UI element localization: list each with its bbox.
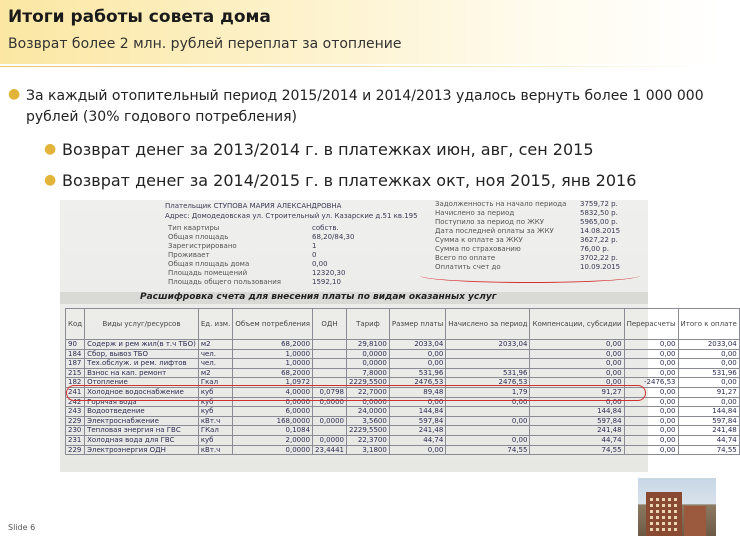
bullet-sub-2: Возврат денег за 2014/2015 г. в платежках окт, ноя 2015, янв 2016 xyxy=(62,171,637,190)
table-cell: 0,00 xyxy=(530,340,624,350)
column-header: Начислено за период xyxy=(446,309,530,340)
table-cell: 74,55 xyxy=(446,445,530,455)
table-cell xyxy=(446,359,530,369)
window-shape xyxy=(662,498,665,501)
table-cell: 3,5600 xyxy=(346,416,389,426)
window-shape xyxy=(662,522,665,525)
table-cell: 0,00 xyxy=(624,349,678,359)
table-cell: 2229,5500 xyxy=(346,426,389,436)
table-cell: 0,00 xyxy=(624,368,678,378)
column-header: Тариф xyxy=(346,309,389,340)
table-cell: 182 xyxy=(66,378,85,388)
window-shape xyxy=(650,504,653,507)
right-info-label: Всего по оплате xyxy=(435,254,496,262)
window-shape xyxy=(650,498,653,501)
table-cell: чел. xyxy=(198,359,233,369)
left-info-value: 0,00 xyxy=(312,260,328,268)
window-shape xyxy=(656,498,659,501)
table-cell: 1,0000 xyxy=(233,359,313,369)
window-shape xyxy=(662,504,665,507)
window-shape xyxy=(668,498,671,501)
column-header: Код xyxy=(66,309,85,340)
slide-number: Slide 6 xyxy=(8,523,36,532)
table-cell: 0,0000 xyxy=(313,435,347,445)
left-info-value: 0 xyxy=(312,251,317,259)
window-shape xyxy=(656,522,659,525)
table-cell: Электроэнергия ОДН xyxy=(85,445,199,455)
right-info-label: Дата последней оплаты за ЖКУ xyxy=(435,227,554,235)
window-shape xyxy=(650,516,653,519)
table-cell: 144,84 xyxy=(678,407,739,417)
table-cell: 0,00 xyxy=(446,416,530,426)
bullet-sub-1: Возврат денег за 2013/2014 г. в платежках июн, авг, сен 2015 xyxy=(62,140,594,159)
column-header: Объем потребления xyxy=(233,309,313,340)
table-cell: м2 xyxy=(198,368,233,378)
table-cell xyxy=(313,426,347,436)
table-cell: 241,48 xyxy=(530,426,624,436)
table-cell: 187 xyxy=(66,359,85,369)
table-cell: Холодная вода для ГВС xyxy=(85,435,199,445)
table-cell: 0,0000 xyxy=(233,397,313,407)
table-cell: 0,00 xyxy=(530,397,624,407)
left-info-label: Общая площадь дома xyxy=(168,260,250,268)
table-cell: 241,48 xyxy=(389,426,445,436)
table-cell: 184 xyxy=(66,349,85,359)
table-row xyxy=(66,349,740,359)
left-info-label: Общая площадь xyxy=(168,233,229,241)
table-cell: 74,55 xyxy=(530,445,624,455)
table-cell: 2033,04 xyxy=(389,340,445,350)
highlight-underline xyxy=(420,268,640,283)
window-shape xyxy=(674,528,677,531)
window-shape xyxy=(668,516,671,519)
table-cell: 7,8000 xyxy=(346,368,389,378)
table-cell: куб xyxy=(198,397,233,407)
table-cell: 229 xyxy=(66,416,85,426)
table-cell: Холодное водоснабжение xyxy=(85,387,199,397)
table-cell: 74,55 xyxy=(678,445,739,455)
left-info-value: 12320,30 xyxy=(312,269,346,277)
table-cell: 68,2000 xyxy=(233,340,313,350)
right-info-label: Задолженность на начало периода xyxy=(435,200,567,208)
window-shape xyxy=(662,528,665,531)
table-cell: 0,00 xyxy=(446,435,530,445)
table-cell: 0,00 xyxy=(624,387,678,397)
table-cell: 531,96 xyxy=(446,368,530,378)
table-cell: 0,00 xyxy=(624,416,678,426)
table-cell: 242 xyxy=(66,397,85,407)
table-cell: 243 xyxy=(66,407,85,417)
column-header: ОДН xyxy=(313,309,347,340)
window-shape xyxy=(650,528,653,531)
table-cell: 0,00 xyxy=(624,426,678,436)
table-cell: 68,2000 xyxy=(233,368,313,378)
table-cell: 2476,53 xyxy=(446,378,530,388)
table-cell: 597,84 xyxy=(389,416,445,426)
table-cell: 597,84 xyxy=(678,416,739,426)
table-cell: 0,00 xyxy=(446,397,530,407)
table-cell: 0,0000 xyxy=(346,359,389,369)
table-row xyxy=(66,435,740,445)
table-cell: 0,00 xyxy=(530,349,624,359)
table-cell: 1,0972 xyxy=(233,378,313,388)
table-cell: 0,00 xyxy=(530,378,624,388)
table-cell: 241,48 xyxy=(678,426,739,436)
table-cell: Тех.обслуж. и рем. лифтов xyxy=(85,359,199,369)
window-shape xyxy=(656,528,659,531)
table-cell: Водоотведение xyxy=(85,407,199,417)
table-cell: Взнос на кап. ремонт xyxy=(85,368,199,378)
table-cell: 0,00 xyxy=(530,368,624,378)
column-header: Перерасчеты xyxy=(624,309,678,340)
table-cell: 44,74 xyxy=(678,435,739,445)
table-cell: 22,3700 xyxy=(346,435,389,445)
table-cell: 6,0000 xyxy=(233,407,313,417)
table-cell: 0,0000 xyxy=(313,416,347,426)
window-shape xyxy=(656,516,659,519)
right-info-value: 14.08.2015 xyxy=(580,227,621,235)
table-header-row xyxy=(66,309,740,340)
table-cell: 0,00 xyxy=(389,349,445,359)
left-info-label: Проживает xyxy=(168,251,210,259)
table-cell: 3,1800 xyxy=(346,445,389,455)
table-cell: 144,84 xyxy=(530,407,624,417)
window-shape xyxy=(674,498,677,501)
left-info-value: 1 xyxy=(312,242,317,250)
window-shape xyxy=(674,522,677,525)
right-info-value: 3759,72 р. xyxy=(580,200,618,208)
table-row xyxy=(66,426,740,436)
table-cell: 0,0000 xyxy=(233,445,313,455)
window-shape xyxy=(668,522,671,525)
table-cell: 230 xyxy=(66,426,85,436)
right-info-label: Поступило за период по ЖКУ xyxy=(435,218,545,226)
building-shape xyxy=(684,506,706,536)
table-cell xyxy=(446,426,530,436)
table-cell: 0,1084 xyxy=(233,426,313,436)
table-row xyxy=(66,445,740,455)
table-cell: 2033,04 xyxy=(446,340,530,350)
table-cell: куб xyxy=(198,387,233,397)
table-cell: 0,00 xyxy=(678,397,739,407)
header-divider xyxy=(0,66,720,67)
table-cell: кВт.ч xyxy=(198,416,233,426)
left-info-value: собств. xyxy=(312,224,339,232)
table-cell: 144,84 xyxy=(389,407,445,417)
section-title: Расшифровка счета для внесения платы по видам оказанных услуг xyxy=(140,292,497,302)
table-cell: 23,4441 xyxy=(313,445,347,455)
table-cell: 0,00 xyxy=(624,407,678,417)
table-cell: м2 xyxy=(198,340,233,350)
table-cell: 91,27 xyxy=(530,387,624,397)
right-info-value: 5965,00 р. xyxy=(580,218,618,226)
bullet-dot-icon: ● xyxy=(44,141,57,157)
bullet-dot-icon: ● xyxy=(44,172,57,188)
window-shape xyxy=(668,504,671,507)
building-photo xyxy=(638,478,716,536)
table-cell: 2229,5500 xyxy=(346,378,389,388)
table-cell: 531,96 xyxy=(678,368,739,378)
table-cell: 4,0000 xyxy=(233,387,313,397)
left-info-label: Зарегистрировано xyxy=(168,242,237,250)
table-cell: Электроснабжение xyxy=(85,416,199,426)
table-cell: 0,0000 xyxy=(346,397,389,407)
table-cell: 531,96 xyxy=(389,368,445,378)
table-cell xyxy=(313,407,347,417)
table-cell: Содерж и рем жил(в т.ч ТБО) xyxy=(85,340,199,350)
receipt-payer: Плательщик СТУПОВА МАРИЯ АЛЕКСАНДРОВНА xyxy=(165,202,342,210)
left-info-label: Площадь помещений xyxy=(168,269,248,277)
window-shape xyxy=(668,528,671,531)
window-shape xyxy=(656,504,659,507)
window-shape xyxy=(668,510,671,513)
table-cell: 29,8100 xyxy=(346,340,389,350)
table-cell xyxy=(313,368,347,378)
left-info-label: Площадь общего пользования xyxy=(168,278,281,286)
column-header: Ед. изм. xyxy=(198,309,233,340)
table-cell: 0,00 xyxy=(678,378,739,388)
table-row xyxy=(66,368,740,378)
table-cell xyxy=(446,349,530,359)
page-title: Итоги работы совета дома xyxy=(8,7,271,27)
bullet-dot-icon: ● xyxy=(8,86,21,102)
table-cell: 0,00 xyxy=(624,397,678,407)
services-table xyxy=(65,308,740,455)
table-cell: 0,00 xyxy=(624,435,678,445)
table-cell: 229 xyxy=(66,445,85,455)
table-cell: куб xyxy=(198,435,233,445)
table-cell: 2033,04 xyxy=(678,340,739,350)
right-info-value: 3702,22 р. xyxy=(580,254,618,262)
right-info-label: Оплатить счет до xyxy=(435,263,501,271)
column-header: Компенсации, субсидии xyxy=(530,309,624,340)
table-cell: Горячая вода xyxy=(85,397,199,407)
table-cell: 2476,53 xyxy=(389,378,445,388)
column-header: Виды услуг/ресурсов xyxy=(85,309,199,340)
table-cell: 1,79 xyxy=(446,387,530,397)
right-info-label: Начислено за период xyxy=(435,209,515,217)
bullet-main: За каждый отопительный период 2015/2014 и 2014/2013 удалось вернуть более 1 000 000 рублей (30% годового потребления) xyxy=(26,88,704,125)
table-cell: 90 xyxy=(66,340,85,350)
table-cell: 1,0000 xyxy=(233,349,313,359)
table-cell: 0,00 xyxy=(624,445,678,455)
table-cell xyxy=(446,407,530,417)
table-cell: 0,00 xyxy=(389,359,445,369)
table-cell: 0,00 xyxy=(678,349,739,359)
table-cell: Отопление xyxy=(85,378,199,388)
window-shape xyxy=(674,504,677,507)
table-cell: 215 xyxy=(66,368,85,378)
window-shape xyxy=(662,510,665,513)
table-cell: 0,0798 xyxy=(313,387,347,397)
left-info-value: 1592,10 xyxy=(312,278,341,286)
column-header: Размер платы xyxy=(389,309,445,340)
table-row xyxy=(66,340,740,350)
right-info-value: 3627,22 р. xyxy=(580,236,618,244)
table-cell: кВт.ч xyxy=(198,445,233,455)
window-shape xyxy=(674,516,677,519)
table-row xyxy=(66,407,740,417)
highlight-oval xyxy=(66,385,646,401)
right-info-value: 10.09.2015 xyxy=(580,263,621,271)
column-header: Итого к оплате xyxy=(678,309,739,340)
left-info-value: 68,20/84,30 xyxy=(312,233,355,241)
table-cell: 24,0000 xyxy=(346,407,389,417)
table-cell: 0,00 xyxy=(389,397,445,407)
table-cell: 22,7000 xyxy=(346,387,389,397)
table-cell: Гкал xyxy=(198,378,233,388)
receipt-photo xyxy=(60,200,737,472)
table-cell: 0,00 xyxy=(624,340,678,350)
table-cell: ГКал xyxy=(198,426,233,436)
table-cell xyxy=(313,340,347,350)
table-cell: 2,0000 xyxy=(233,435,313,445)
table-row xyxy=(66,416,740,426)
table-cell xyxy=(313,349,347,359)
table-cell: 168,0000 xyxy=(233,416,313,426)
table-cell: Тепловая энергия на ГВС xyxy=(85,426,199,436)
table-cell: 597,84 xyxy=(530,416,624,426)
right-info-label: Сумма к оплате за ЖКУ xyxy=(435,236,523,244)
table-cell: 0,00 xyxy=(678,359,739,369)
right-info-value: 76,00 р. xyxy=(580,245,609,253)
table-cell: 44,74 xyxy=(530,435,624,445)
window-shape xyxy=(650,510,653,513)
receipt-address: Адрес: Домодедовская ул. Строительный ул. Казарские д.51 кв.195 xyxy=(165,212,418,220)
window-shape xyxy=(662,516,665,519)
right-info-value: 5832,50 р. xyxy=(580,209,618,217)
table-cell: 231 xyxy=(66,435,85,445)
window-shape xyxy=(656,510,659,513)
table-cell: куб xyxy=(198,407,233,417)
table-cell: 91,27 xyxy=(678,387,739,397)
table-cell: -2476,53 xyxy=(624,378,678,388)
table-cell: 0,00 xyxy=(389,445,445,455)
table-cell: 0,0000 xyxy=(313,397,347,407)
table-cell: 0,0000 xyxy=(346,349,389,359)
table-cell: 89,48 xyxy=(389,387,445,397)
table-cell xyxy=(313,359,347,369)
page-subtitle: Возврат более 2 млн. рублей переплат за отопление xyxy=(8,36,402,52)
window-shape xyxy=(674,510,677,513)
right-info-label: Сумма по страхованию xyxy=(435,245,521,253)
table-row xyxy=(66,359,740,369)
table-cell: 0,00 xyxy=(624,359,678,369)
table-cell: Сбор, вывоз ТБО xyxy=(85,349,199,359)
window-shape xyxy=(650,522,653,525)
table-cell: чел. xyxy=(198,349,233,359)
left-info-label: Тип квартиры xyxy=(168,224,220,232)
table-cell: 241 xyxy=(66,387,85,397)
table-cell: 44,74 xyxy=(389,435,445,445)
header-band xyxy=(0,0,720,64)
table-cell: 0,00 xyxy=(530,359,624,369)
